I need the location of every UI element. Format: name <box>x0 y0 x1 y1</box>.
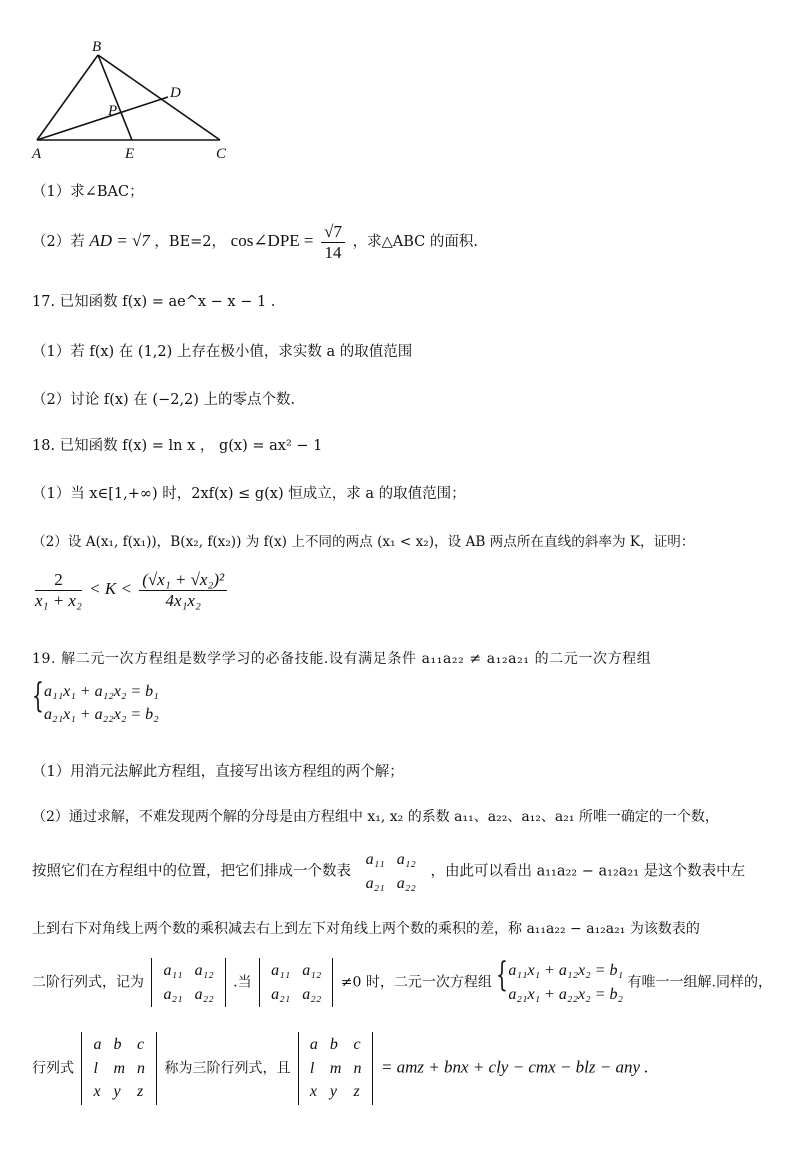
brace-icon: { <box>496 955 509 996</box>
det3-cell: l <box>93 1059 98 1077</box>
q19-stem: 19. 解二元一次方程组是数学学习的必备技能.设有满足条件 a₁₁a₂₂ ≠ a₁₂a₂₁ 的二元一次方程组 <box>32 651 652 667</box>
q19-coef-table <box>360 848 422 895</box>
q18-part2: （2）设 A(x₁, f(x₁))，B(x₂, f(x₂)) 为 f(x) 上不同的两点 (x₁ < x₂)，设 AB 两点所在直线的斜率为 K，证明： <box>32 534 695 550</box>
segment-ad <box>37 97 168 140</box>
q18-left-num: 2 <box>35 570 82 591</box>
q19-line4c: ≠0 时，二元一次方程组 <box>340 974 492 991</box>
q16-be: ，BE=2， <box>154 234 227 251</box>
q18-right-num: (√x₁ + √x₂)² <box>139 570 227 591</box>
coef-table-cell: a₁₂ <box>396 851 416 868</box>
det2-cell: a₂₁ <box>271 985 291 1003</box>
q19-part2-line4 <box>32 955 772 1007</box>
coef-table-cell: a₁₁ <box>365 851 385 868</box>
q16-frac-num: √7 <box>321 222 345 243</box>
coef-table-cell: a₂₁ <box>365 874 385 892</box>
det3-cell: l <box>309 1059 315 1077</box>
q19-line4b: .当 <box>233 974 252 991</box>
q16-part2 <box>32 222 478 262</box>
label-e: E <box>125 146 135 162</box>
q16-cos: cos∠DPE = <box>230 231 314 251</box>
q19-equation-system-2 <box>496 955 624 1005</box>
q18-stem: 18. 已知函数 f(x) = ln x ， g(x) = ax² − 1 <box>32 438 323 454</box>
det3-cell: a <box>309 1036 318 1053</box>
det3-cell: y <box>329 1083 338 1101</box>
label-c: C <box>216 146 227 162</box>
det3-cell: b <box>329 1036 338 1053</box>
q19-line5b: 称为三阶行列式，且 <box>164 1060 291 1077</box>
q18-left-fraction <box>35 570 82 610</box>
q19-sys-row2: a₂₁x₁ + a₂₂x₂ = b₂ <box>44 706 159 724</box>
q19-line4d: 有唯一一组解.同样的， <box>627 974 772 991</box>
label-p: P <box>108 103 118 119</box>
q16-part1: （1）求∠BAC； <box>32 184 144 200</box>
q19-det2-b <box>259 958 333 1007</box>
q16-suffix: ，求△ABC 的面积. <box>352 234 478 251</box>
det2-cell: a₁₂ <box>194 962 214 979</box>
det3-cell: b <box>113 1036 122 1053</box>
q19-line5c: = amz + bnx + cly − cmx − blz − any . <box>380 1057 649 1077</box>
brace-icon: { <box>32 676 44 716</box>
q18-mid: < K < <box>89 578 132 598</box>
det3-cell: a <box>93 1036 102 1053</box>
det3-cell: x <box>309 1083 318 1101</box>
label-a: A <box>32 146 42 162</box>
q17-stem: 17. 已知函数 f(x) = ae^x − x − 1 . <box>32 294 276 310</box>
q16-frac-den: 14 <box>324 242 342 262</box>
det3-cell: z <box>137 1083 144 1101</box>
q17-part1: （1）若 f(x) 在 (1,2) 上存在极小值，求实数 a 的取值范围 <box>32 344 413 360</box>
q19-det3-b <box>298 1032 374 1105</box>
q19-line4a: 二阶行列式，记为 <box>32 974 144 991</box>
q19-part1: （1）用消元法解此方程组，直接写出该方程组的两个解； <box>32 764 404 780</box>
q19-det2-a <box>151 958 225 1007</box>
q17-part2: （2）讨论 f(x) 在 (−2,2) 上的零点个数. <box>32 392 296 408</box>
triangle-figure <box>20 35 240 165</box>
coef-table-cell: a₂₂ <box>396 874 416 892</box>
q18-part1: （1）当 x∈[1,+∞) 时，2xf(x) ≤ g(x) 恒成立，求 a 的取值范围； <box>32 486 466 502</box>
q18-inequality <box>32 570 230 610</box>
q16-ad: AD = √7 <box>89 231 150 251</box>
det2-cell: a₂₁ <box>163 985 183 1003</box>
det2-cell: a₂₂ <box>194 985 214 1003</box>
q19-line2a: 按照它们在方程组中的位置，把它们排成一个数表 <box>32 863 351 880</box>
q19-part2-line2 <box>32 848 745 895</box>
det3-cell: z <box>353 1083 360 1101</box>
q18-left-den: x₁ + x₂ <box>35 590 82 610</box>
det3-cell: c <box>137 1036 145 1053</box>
det3-cell: n <box>137 1059 146 1077</box>
det3-cell: x <box>93 1083 101 1101</box>
side-bc <box>98 55 220 140</box>
q19-line2b: ，由此可以看出 a₁₁a₂₂ − a₁₂a₂₁ 是这个数表中左 <box>430 863 746 880</box>
q19-sys2-row2: a₂₁x₁ + a₂₂x₂ = b₂ <box>508 985 624 1003</box>
q19-part2-line3: 上到右下对角线上两个数的乘积减去右上到左下对角线上两个数的乘积的差，称 a₁₁a₂₂ − a₁₂a₂₁ 为该数表的 <box>32 921 700 937</box>
q19-line5a: 行列式 <box>32 1060 74 1077</box>
det2-cell: a₁₁ <box>163 962 183 979</box>
det3-cell: m <box>113 1059 126 1077</box>
det2-cell: a₁₁ <box>271 962 291 979</box>
det3-cell: y <box>113 1083 121 1101</box>
q19-det3-a <box>81 1032 157 1105</box>
q19-sys2-row1: a₁₁x₁ + a₁₂x₂ = b₁ <box>508 962 624 980</box>
q18-right-den: 4x₁x₂ <box>165 590 201 610</box>
label-d: D <box>170 85 181 101</box>
det3-cell: n <box>353 1059 362 1077</box>
side-ab <box>37 55 98 140</box>
det2-cell: a₂₂ <box>302 985 322 1003</box>
det3-cell: c <box>353 1036 361 1053</box>
q19-system <box>32 676 159 726</box>
q16-part2-prefix: （2）若 <box>32 234 85 251</box>
det3-cell: m <box>329 1059 342 1077</box>
q19-part2-line1: （2）通过求解，不难发现两个解的分母是由方程组中 x₁, x₂ 的系数 a₁₁、a₂₂、a₁₂、a₂₁ 所唯一确定的一个数， <box>32 809 719 825</box>
q19-equation-system <box>32 676 159 726</box>
label-b: B <box>92 39 102 55</box>
q18-right-fraction <box>139 570 227 610</box>
det2-cell: a₁₂ <box>302 962 322 979</box>
q19-part2-line5 <box>32 1032 649 1105</box>
q19-sys-row1: a₁₁x₁ + a₁₂x₂ = b₁ <box>44 683 159 700</box>
q16-cos-fraction <box>321 222 345 262</box>
